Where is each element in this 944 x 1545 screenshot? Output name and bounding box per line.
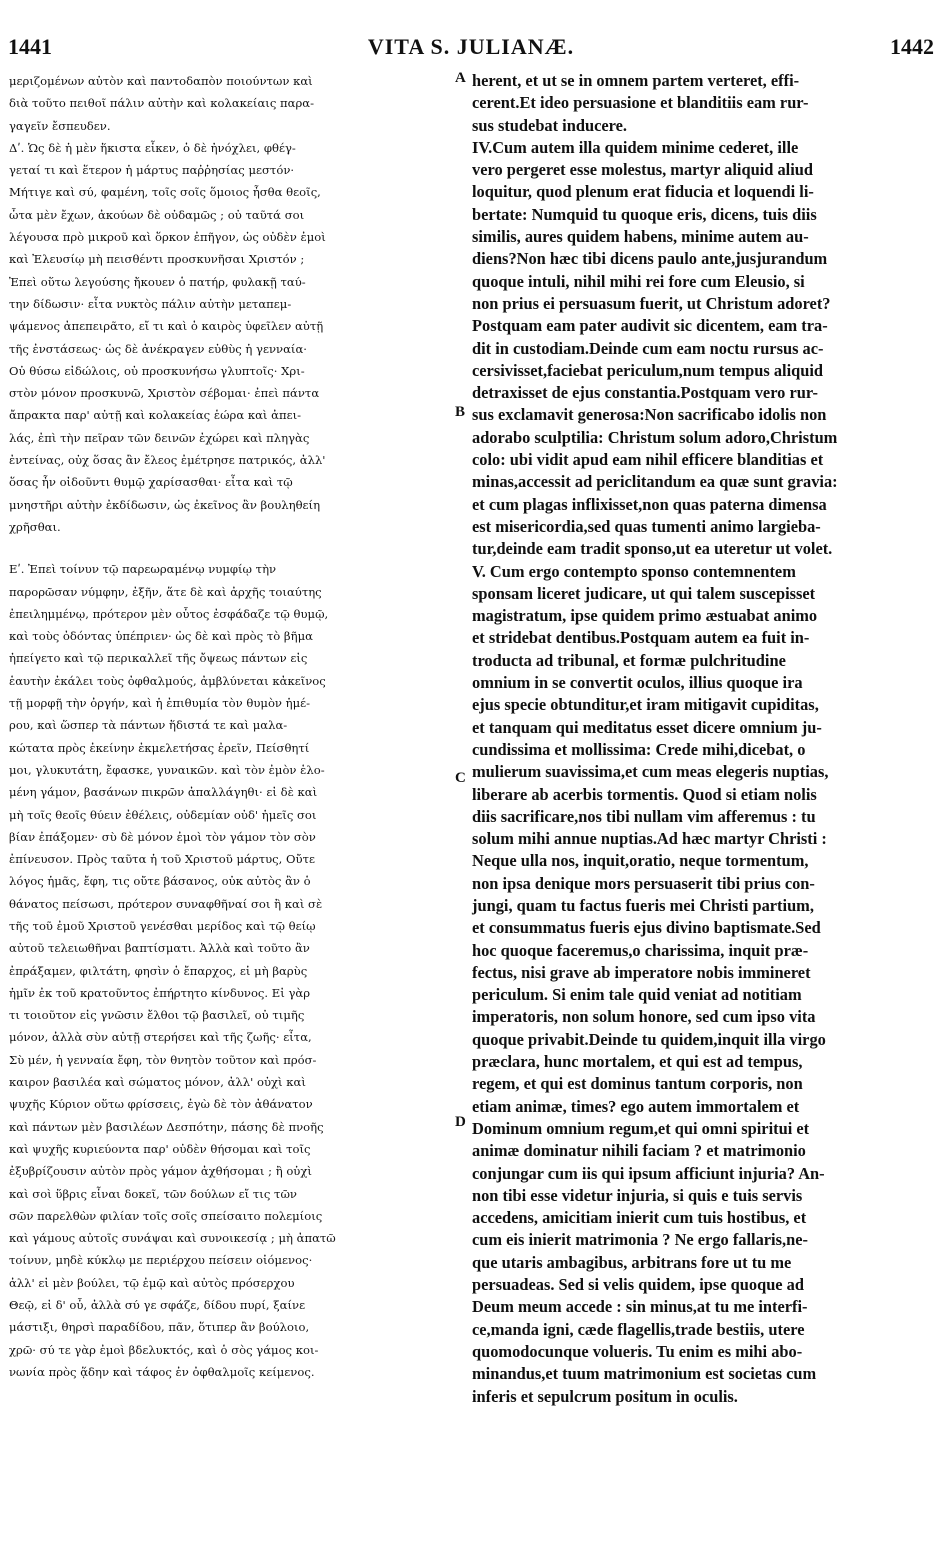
text-line: hoc quoque faceremus,o charissima, inquit præ-: [472, 940, 809, 960]
text-line: inferis et sepulcrum positum in oculis.: [472, 1386, 738, 1406]
text-line: λάς, ἐπὶ τὴν πεῖραν τῶν δεινῶν ἐχώρει καὶ πληγὰς: [9, 430, 310, 445]
text-line: ἐπίνευσον. Πρὸς ταῦτα ἡ τοῦ Χριστοῦ μάρτυς, Οὔτε: [9, 852, 316, 867]
greek-column: [9, 70, 459, 1383]
text-line: dit in custodiam.Deinde cum eam noctu rursus ac-: [472, 338, 824, 358]
text-line: omnium in se convertit oculos, illius quoque ira: [472, 673, 803, 693]
text-line: θάνατος πείσωσι, πρότερον συναφθῆναί σοι ἢ καὶ σὲ: [9, 896, 323, 911]
text-line: loquitur, quod plenum erat fiducia et loquendi li-: [472, 182, 814, 202]
text-line: Dominum omnium regum,et qui omni spiritui et: [472, 1118, 810, 1138]
text-line: cundissima et mollissima: Crede mihi,dicebat, o: [472, 739, 806, 759]
latin-column: [472, 70, 932, 1408]
text-line: καὶ πάντων μὲν βασιλέων Δεσπότην, πάσης δὲ πνοῆς: [9, 1119, 324, 1134]
text-line: Μήτιγε καὶ σύ, φαμένη, τοῖς σοῖς ὅμοιος ἦσθα θεοῖς,: [9, 185, 321, 200]
text-line: Ἐπεὶ οὕτω λεγούσης ἤκουεν ὁ πατήρ, φυλακῇ ταύ-: [9, 274, 306, 289]
text-line: sponsam liceret judicare, ut qui talem suscepisset: [472, 583, 816, 603]
margin-marker-b: B: [455, 404, 466, 420]
text-line: periculum. Si enim tale quid veniat ad notitiam: [472, 985, 802, 1005]
text-line: et stridebat dentibus.Postquam autem ea fuit in-: [472, 628, 810, 648]
text-line: ce,manda igni, cæde flagellis,trade bestiis, utere: [472, 1319, 805, 1339]
text-line: κώτατα πρὸς ἐκείνην ἐκμελετήσας ἐρεῖν, Πείσθητί: [9, 740, 310, 755]
paragraph-gap: [9, 538, 459, 558]
page-number-right: 1442: [890, 34, 934, 59]
text-line: et consummatus fueris ejus divino baptismate.Sed: [472, 918, 821, 938]
text-line: tur,deinde eam tradit sponso,ut ea uteretur ut volet.: [472, 539, 833, 559]
text-line: fectus, nisi grave ab imperatore nobis immineret: [472, 962, 811, 982]
text-line: et cum plagas inflixisset,non quas paterna dimensa: [472, 494, 827, 514]
text-line: ἑαυτὴν ἐκάλει τοὺς ὀφθαλμούς, ἀμβλύνεται κἀκεῖνος: [9, 673, 326, 688]
text-line: regem, et qui est dominus tantum corporis, non: [472, 1074, 803, 1094]
text-line: quomodocunque volueris. Tu enim es mihi abo-: [472, 1341, 803, 1361]
text-line: Δʹ. Ὡς δὲ ἡ μὲν ἥκιστα εἶκεν, ὁ δὲ ἠνόχλει, φθέγ-: [9, 140, 296, 155]
text-line: την δίδωσιν· εἶτα νυκτὸς πάλιν αὐτὴν μεταπεμ-: [9, 296, 292, 311]
text-line: μὴ τοῖς θεοῖς θύειν ἐθέλεις, οὐδεμίαν οὐδ' ἡμεῖς σοι: [9, 807, 317, 822]
page-number-left: 1441: [8, 34, 52, 59]
text-line: quoque intuli, nihil mihi rei fore cum Eleusio, si: [472, 271, 805, 291]
text-line: diens?Non hæc tibi dicens paulo ante,jusjurandum: [472, 249, 828, 269]
text-line: αὐτοῦ τελειωθῆναι βαπτίσματι. Ἀλλὰ καὶ τοῦτο ἂν: [9, 941, 310, 956]
text-line: detraxisset de ejus constantia.Postquam vero rur-: [472, 383, 818, 403]
text-line: ἐπειλημμένῳ, πρότερον μὲν οὗτος ἐσφάδαζε τῷ θυμῷ,: [9, 606, 329, 621]
text-line: ψυχῆς Κύριον οὕτω φρίσσεις, ἐγὼ δὲ τὸν ἀθάνατον: [9, 1097, 313, 1112]
text-line: ἄπρακτα παρ' αὐτῇ καὶ κολακείας ἑώρα καὶ ἀπει-: [9, 408, 302, 423]
text-line: Οὐ θύσω εἰδώλοις, οὐ προσκυνήσω γλυπτοῖς· Χρι-: [9, 363, 305, 378]
text-line: non prius ei persuasum fuerit, ut Christum adoret?: [472, 293, 831, 313]
text-line: Σὺ μέν, ἡ γενναία ἔφη, τὸν θνητὸν τοῦτον καὶ πρόσ-: [9, 1052, 317, 1067]
text-line: μεριζομένων αὐτὸν καὶ παντοδαπὸν ποιούντων καὶ: [9, 74, 313, 88]
text-line: et tanquam qui meditatus esset dicere omnium ju-: [472, 717, 822, 737]
text-line: minandus,et tuum matrimonium est societas cum: [472, 1364, 817, 1384]
text-line: sus exclamavit generosa:Non sacrificabo idolis non: [472, 405, 827, 425]
text-line: στὸν μόνον προσκυνῶ, Χριστὸν σέβομαι· ἐπεὶ πάντα: [9, 386, 320, 401]
text-line: καὶ Ἐλευσίῳ μὴ πεισθέντι προσκυνῆσαι Χριστόν ;: [9, 252, 305, 267]
text-line: diis sacrificare,nos tibi nullam vim afferemus : tu: [472, 806, 816, 826]
text-line: καὶ τοὺς ὀδόντας ὑπέπριεν· ὡς δὲ καὶ πρὸς τὸ βῆμα: [9, 629, 313, 644]
text-line: jungi, quam tu factus fueris mei Christi partium,: [472, 895, 814, 915]
text-line: καὶ γάμους αὐτοῖς συνάψαι καὶ συνοικεσίᾳ ; μὴ ἀπατῶ: [9, 1231, 336, 1246]
text-line: non ipsa denique mors persuaserit tibi prius con-: [472, 873, 815, 893]
text-line: cersivisset,faciebat periculum,num tempus aliquid: [472, 360, 824, 380]
text-line: Εʹ. Ἐπεὶ τοίνυν τῷ παρεωραμένῳ νυμφίῳ τὴν: [9, 562, 277, 577]
text-line: præclara, hunc mortalem, et qui est ad tempus,: [472, 1052, 803, 1072]
text-line: ὅσας ἦν οἰδοῦντι θυμῷ χαρίσασθαι· εἶτα καὶ τῷ: [9, 475, 293, 490]
text-line: solum mihi annue nuptias.Ad hæc martyr Christi :: [472, 829, 827, 849]
text-line: imperatoris, non solum honore, sed cum ipso vita: [472, 1007, 816, 1027]
text-line: τῆς ἐνστάσεως· ὡς δὲ ἀνέκραγεν εὐθὺς ἡ γενναία·: [9, 341, 307, 356]
text-line: παρορῶσαν νύμφην, ἐξῆν, ἅτε δὲ καὶ ἀρχῆς τοιαύτης: [9, 584, 322, 599]
text-line: est misericordia,sed quas tumenti animo largieba-: [472, 516, 821, 536]
text-line: quoque privabit.Deinde tu quidem,inquit illa virgo: [472, 1029, 826, 1049]
text-line: cerent.Et ideo persuasione et blanditiis eam rur-: [472, 93, 809, 113]
text-line: μάστιξι, θηρσὶ παραδίδου, πᾶν, ὅτιπερ ἂν βούλοιο,: [9, 1320, 310, 1335]
text-line: ἐπράξαμεν, φιλτάτη, φησὶν ὁ ἔπαρχος, εἰ μὴ βαρὺς: [9, 963, 308, 978]
text-line: non tibi esse videtur injuria, si quis e tuis servis: [472, 1185, 803, 1205]
margin-marker-a: A: [455, 70, 466, 86]
text-line: τοίνυν, μηδὲ κύκλῳ με περιέρχου πείσειν οἰόμενος·: [9, 1253, 313, 1268]
text-line: σῶν παρελθὼν φιλίαν τοῖς σοῖς σπείσαιτο πολεμίοις: [9, 1208, 323, 1223]
text-line: persuadeas. Sed si velis quidem, ipse quoque ad: [472, 1275, 804, 1295]
text-line: colo: ubi vidit apud eam nihil efficere blanditias et: [472, 450, 824, 470]
margin-marker-d: D: [455, 1114, 466, 1130]
text-line: λόγος ἡμᾶς, ἔφη, τις οὔτε βάσανος, οὐκ αὐτὸς ἂν ὁ: [9, 874, 311, 889]
text-line: troducta ad tribunal, et formæ pulchritudine: [472, 650, 786, 670]
page-header: [8, 34, 934, 66]
text-line: mulierum suavissima,et cum meas elegeris nuptias,: [472, 762, 829, 782]
text-line: καιρον βασιλέα καὶ σώματος μόνον, ἀλλ' οὐχὶ καὶ: [9, 1075, 306, 1090]
text-line: IV.Cum autem illa quidem minime cederet, ille: [472, 137, 799, 157]
text-line: λέγουσα πρὸ μικροῦ καὶ ὅρκον ἐπῆγον, ὡς οὐδὲν ἐμοὶ: [9, 230, 326, 245]
text-line: ὦτα μὲν ἔχων, ἀκούων δὲ οὐδαμῶς ; οὐ ταῦτά σοι: [9, 207, 305, 222]
text-line: γαγεῖν ἔσπευδεν.: [9, 118, 111, 133]
text-line: vero pergeret esse molestus, martyr aliquid aliud: [472, 160, 813, 180]
margin-marker-c: C: [455, 770, 466, 786]
text-line: conjungar cum iis qui ipsum afficiunt injuria? An-: [472, 1163, 825, 1183]
text-line: magistratum, ipse quidem primo æstuabat animo: [472, 606, 818, 626]
text-line: ἐξυβρίζουσιν αὐτὸν πρὸς γάμον ἀχθήσομαι ; ἢ οὐχὶ: [9, 1164, 312, 1179]
text-line: ἠπείγετο καὶ τῷ περικαλλεῖ τῆς ὄψεως πάντων εἰς: [9, 651, 308, 666]
text-line: τι τοιοῦτον εἰς γνῶσιν ἔλθοι τῷ βασιλεῖ, οὐ τιμῆς: [9, 1008, 305, 1023]
text-line: Neque ulla nos, inquit,oratio, neque tormentum,: [472, 851, 809, 871]
text-line: μόνον, ἀλλὰ σὺν αὐτῇ στερήσει καὶ τῆς ζωῆς· εἶτα,: [9, 1030, 312, 1045]
text-line: animæ dominatur nihili faciam ? et matrimonio: [472, 1141, 806, 1161]
text-line: βίαν ἐπάξομεν· σὺ δὲ μόνον ἐμοὶ τὸν γάμον τὸν σὸν: [9, 829, 316, 844]
text-line: καὶ ψυχῆς κυριεύοντα παρ' οὐδὲν θήσομαι καὶ τοῖς: [9, 1141, 311, 1156]
text-line: ψάμενος ἀπεπειρᾶτο, εἴ τι καὶ ὁ καιρὸς ὑφεῖλεν αὐτῇ: [9, 319, 324, 334]
text-line: que utaris ambagibus, arbitrans fore ut tu me: [472, 1252, 792, 1272]
text-line: ἀλλ' εἰ μὲν βούλει, τῷ ἐμῷ καὶ αὐτὸς πρόσερχου: [9, 1275, 295, 1290]
text-line: V. Cum ergo contempto sponso contemnentem: [472, 561, 796, 581]
text-line: ejus specie obtunditur,et iram mitigavit cupiditas,: [472, 695, 819, 715]
text-line: χρῶ· σύ τε γὰρ ἐμοὶ βδελυκτός, καὶ ὁ σὸς γάμος κοι-: [9, 1342, 319, 1357]
text-line: Postquam eam pater audivit sic dicentem, eam tra-: [472, 316, 828, 336]
text-line: τῆς τοῦ ἐμοῦ Χριστοῦ γενέσθαι μερίδος καὶ τῷ θείῳ: [9, 918, 316, 933]
text-line: μνηστῆρι αὐτὴν ἐκδίδωσιν, ὡς ἐκεῖνος ἂν βουληθείη: [9, 497, 321, 512]
text-line: τῇ μορφῇ τὴν ὀργήν, καὶ ἡ ἐπιθυμία τὸν θυμὸν ἡμέ-: [9, 696, 311, 711]
text-line: γεταί τι καὶ ἕτερον ἡ μάρτυς παῤῥησίας μεστόν·: [9, 163, 295, 178]
text-line: minas,accessit ad periclitandum ea quæ sunt gravia:: [472, 472, 838, 492]
text-line: herent, et ut se in omnem partem verteret, effi-: [472, 71, 800, 90]
text-line: cum eis inierit matrimonia ? Ne ergo fallaris,ne-: [472, 1230, 808, 1250]
text-line: sus studebat inducere.: [472, 115, 627, 135]
text-line: ἡμῖν ἐκ τοῦ κρατοῦντος ἐπήρτητο κίνδυνος. Εἰ γὰρ: [9, 985, 311, 1000]
text-line: ρου, καὶ ὥσπερ τὰ πάντων ἥδιστά τε καὶ μαλα-: [9, 718, 288, 733]
text-line: Θεῷ, εἰ δ' οὖ, ἀλλὰ σύ γε σφάζε, δίδου πυρί, ξαίνε: [9, 1298, 306, 1313]
running-title: VITA S. JULIANÆ.: [367, 34, 575, 59]
text-line: Deum meum accede : sin minus,at tu me interfi-: [472, 1297, 808, 1317]
text-line: etiam animæ, times? ego autem immortalem et: [472, 1096, 800, 1116]
text-line: adorabo sculptilia: Christum solum adoro,Christum: [472, 427, 838, 447]
text-line: χρῆσθαι.: [9, 519, 61, 534]
text-line: accedens, amicitiam inierit cum tuis hostibus, et: [472, 1208, 807, 1228]
text-line: μένη γάμον, βασάνων πικρῶν ἀπαλλάγηθι· εἰ δὲ καὶ: [9, 785, 318, 800]
text-line: bertate: Numquid tu quoque eris, dicens, tuis diis: [472, 204, 817, 224]
text-line: διὰ τοῦτο πειθοῖ πάλιν αὐτὴν καὶ κολακείαις παρα-: [9, 96, 315, 111]
text-line: liberare ab acerbis tormentis. Quod si etiam nolis: [472, 784, 817, 804]
text-line: μοι, γλυκυτάτη, ἔφασκε, γυναικῶν. καὶ τὸν ἐμὸν ἑλο-: [9, 762, 325, 777]
text-line: similis, aures quidem habens, minime autem au-: [472, 227, 809, 247]
text-line: νωνία πρὸς ᾅδην καὶ τάφος ἐν ὀφθαλμοῖς κείμενος.: [9, 1364, 315, 1379]
text-line: ἐντείνας, οὐχ ὅσας ἂν ἔλεος ἐμέτρησε πατρικός, ἀλλ': [9, 453, 326, 468]
text-line: καὶ σοὶ ὕβρις εἶναι δοκεῖ, τῶν δούλων εἴ τις τῶν: [9, 1186, 297, 1201]
